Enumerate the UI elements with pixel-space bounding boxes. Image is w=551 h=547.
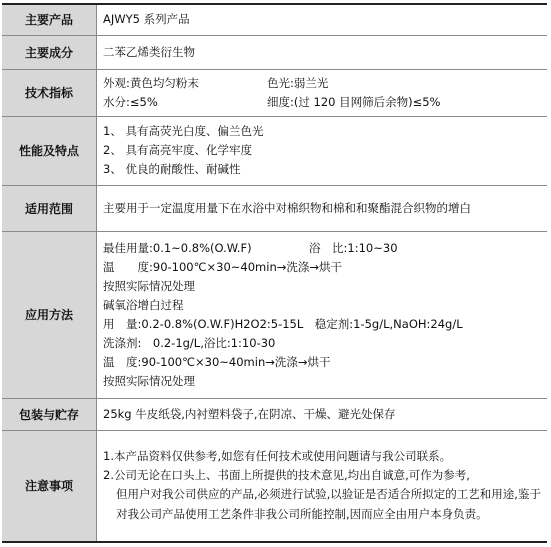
note-item-2-rest: 但用户对我公司供应的产品,必须进行试验,以验证是否适合所拟定的工艺和用途,鉴于对我公司产品使用工艺条件非我公司所能控制,因而应全由用户本身负责。 bbox=[116, 487, 541, 521]
spec-appearance: 外观:黄色均匀粉末 bbox=[103, 75, 199, 90]
row-usage bbox=[2, 231, 547, 398]
value-scope bbox=[97, 185, 548, 231]
row-scope bbox=[2, 185, 547, 231]
value-product bbox=[97, 4, 548, 35]
row-ingredient bbox=[2, 35, 547, 69]
product-name: AJWY5 系列产品 bbox=[103, 12, 190, 27]
row-features bbox=[2, 116, 547, 185]
header-usage: 应用方法 bbox=[2, 231, 97, 398]
spec-line-2 bbox=[103, 93, 543, 112]
spec-color: 色光:弱兰光 bbox=[267, 75, 329, 90]
usage-line: 温 度:90-100℃×30~40min→洗涤→烘干 bbox=[103, 259, 343, 274]
usage-line: 按照实际情况处理 bbox=[103, 278, 195, 293]
spec-line-1 bbox=[103, 74, 543, 93]
value-features bbox=[97, 116, 548, 185]
ingredient-text: 二苯乙烯类衍生物 bbox=[103, 44, 195, 59]
row-spec bbox=[2, 69, 547, 116]
value-usage bbox=[97, 231, 548, 398]
packing-text: 25kg 牛皮纸袋,内衬塑料袋子,在阴凉、干燥、避光处保存 bbox=[103, 406, 396, 421]
spec-fineness: 细度:(过 120 目网筛后余物)≤5% bbox=[267, 94, 441, 109]
header-ingredient: 主要成分 bbox=[2, 35, 97, 69]
note-item-2-first: 2.公司无论在口头上、书面上所提供的技术意见,均出自诚意,可作为参考, bbox=[103, 468, 470, 483]
usage-line: 按照实际情况处理 bbox=[103, 373, 195, 388]
spec-table bbox=[2, 3, 547, 543]
value-ingredient bbox=[97, 35, 548, 69]
header-product: 主要产品 bbox=[2, 4, 97, 35]
feature-item: 1、 具有高荧光白度、偏兰色光 bbox=[103, 124, 264, 138]
note-item-1: 1.本产品资料仅供参考,如您有任何技术或使用问题请与我公司联系。 bbox=[103, 449, 452, 464]
usage-line: 洗涤剂: 0.2-1g/L,浴比:1:10-30 bbox=[103, 335, 276, 350]
row-product bbox=[2, 4, 547, 35]
usage-line: 碱氧浴增白过程 bbox=[103, 297, 184, 312]
header-spec: 技术指标 bbox=[2, 69, 97, 116]
header-notes: 注意事项 bbox=[2, 430, 97, 542]
header-packing: 包装与贮存 bbox=[2, 398, 97, 430]
scope-text: 主要用于一定温度用量下在水浴中对棉织物和棉和和聚酯混合织物的增白 bbox=[103, 200, 471, 215]
product-spec-sheet bbox=[2, 3, 547, 543]
usage-line: 最佳用量:0.1~0.8%(O.W.F) 浴 比:1:10~30 bbox=[103, 240, 398, 255]
usage-line: 温 度:90-100℃×30~40min→洗涤→烘干 bbox=[103, 354, 331, 369]
row-notes bbox=[2, 430, 547, 542]
row-packing bbox=[2, 398, 547, 430]
feature-item: 3、 优良的耐酸性、耐碱性 bbox=[103, 162, 241, 176]
usage-line: 用 量:0.2-0.8%(O.W.F)H2O2:5-15L 稳定剂:1-5g/L,NaOH:24g/L bbox=[103, 316, 463, 331]
header-features: 性能及特点 bbox=[2, 116, 97, 185]
feature-item: 2、 具有高亮牢度、化学牢度 bbox=[103, 143, 252, 157]
spec-moisture: 水分:≤5% bbox=[103, 94, 158, 109]
value-notes bbox=[97, 430, 548, 542]
header-scope: 适用范围 bbox=[2, 185, 97, 231]
value-spec bbox=[97, 69, 548, 116]
value-packing bbox=[97, 398, 548, 430]
